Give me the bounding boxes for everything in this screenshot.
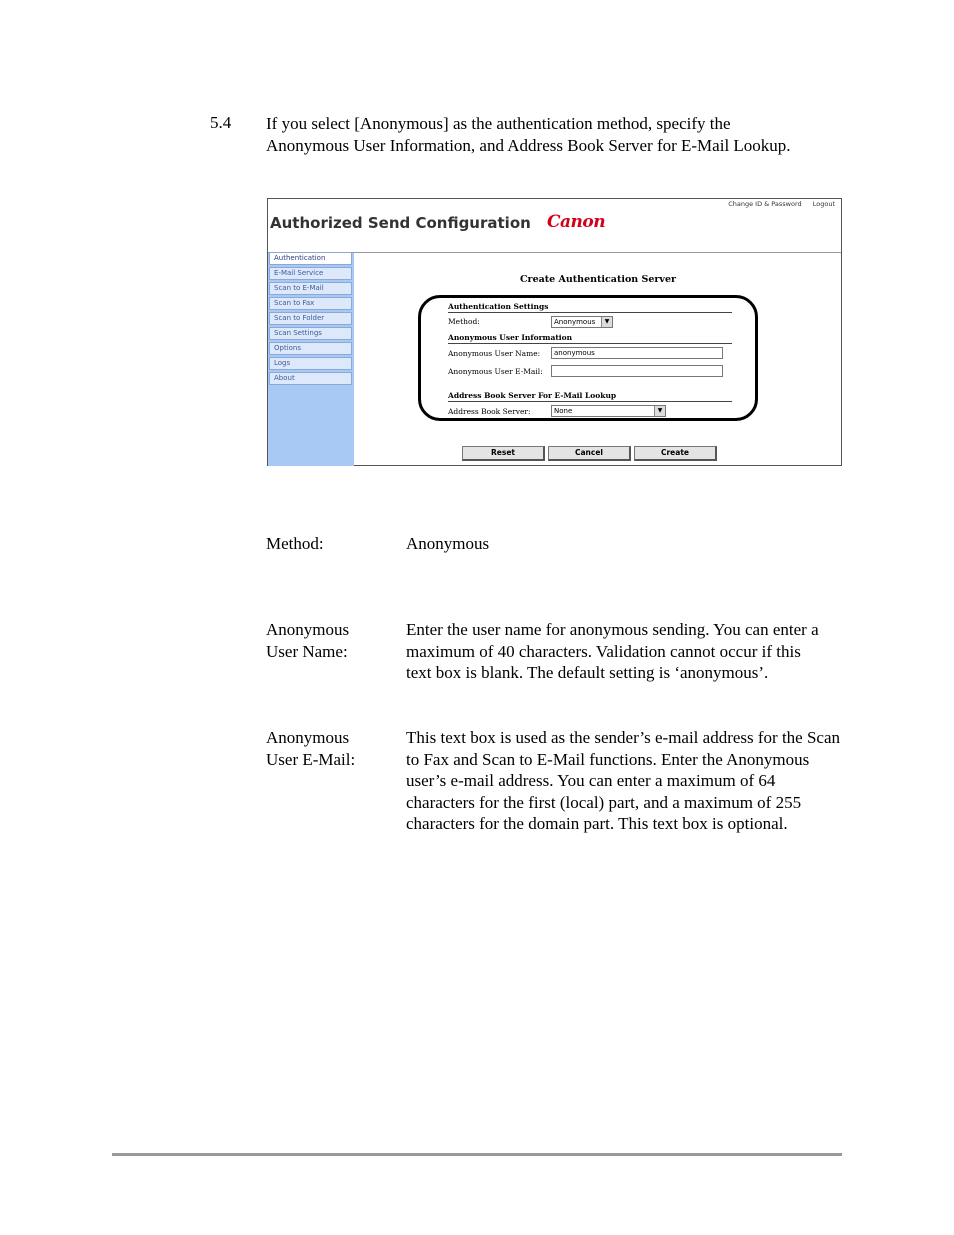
app-title: Authorized Send Configuration bbox=[270, 214, 531, 232]
cancel-button[interactable]: Cancel bbox=[548, 446, 631, 461]
top-links bbox=[719, 200, 835, 208]
definition-desc-method: Anonymous bbox=[406, 534, 490, 553]
configuration-screenshot bbox=[267, 198, 842, 466]
anon-email-input[interactable] bbox=[551, 365, 723, 377]
auth-settings-heading: Authentication Settings bbox=[448, 302, 732, 313]
header-bar bbox=[268, 199, 841, 253]
nav-item-about[interactable]: About bbox=[269, 372, 352, 385]
nav-item-scan-to-email[interactable]: Scan to E-Mail bbox=[269, 282, 352, 295]
definition-term-anon-email: Anonymous User E-Mail: bbox=[266, 728, 356, 769]
change-id-password-link[interactable]: Change ID & Password bbox=[728, 200, 802, 208]
nav-item-scan-to-folder[interactable]: Scan to Folder bbox=[269, 312, 352, 325]
nav-item-scan-settings[interactable]: Scan Settings bbox=[269, 327, 352, 340]
addr-book-heading: Address Book Server For E-Mail Lookup bbox=[448, 391, 732, 402]
anon-name-label: Anonymous User Name: bbox=[448, 349, 541, 358]
addr-book-label: Address Book Server: bbox=[448, 407, 531, 416]
definition-term-method: Method: bbox=[266, 534, 324, 553]
step-number: 5.4 bbox=[210, 113, 232, 132]
create-button[interactable]: Create bbox=[634, 446, 717, 461]
method-label: Method: bbox=[448, 317, 480, 326]
definition-term-anon-name: Anonymous User Name: bbox=[266, 620, 350, 661]
method-select[interactable] bbox=[551, 316, 613, 328]
addr-book-value: None bbox=[554, 407, 573, 415]
nav-item-logs[interactable]: Logs bbox=[269, 357, 352, 370]
nav-item-email-service[interactable]: E-Mail Service bbox=[269, 267, 352, 280]
definition-desc-anon-email: This text box is used as the sender’s e-mail address for the Scan to Fax and Scan to E-Mail functions. Enter the Anonymous user’s e-mail address. You can enter a maximum of 64 characters for the first (local) part, and a maximum of 255 characters for the domain part. This text box is optional. bbox=[406, 728, 841, 833]
method-value: Anonymous bbox=[554, 318, 596, 326]
logout-link[interactable]: Logout bbox=[812, 200, 835, 208]
addr-book-select[interactable] bbox=[551, 405, 666, 417]
canon-logo: Canon bbox=[547, 212, 606, 232]
footer-divider bbox=[112, 1153, 842, 1156]
dropdown-arrow-icon: ▼ bbox=[654, 406, 665, 416]
form-title: Create Authentication Server bbox=[520, 274, 676, 285]
anon-info-heading: Anonymous User Information bbox=[448, 333, 732, 344]
step-text: If you select [Anonymous] as the authentication method, specify the Anonymous User Information, and Address Book Server for E-Mail Lookup. bbox=[266, 114, 791, 155]
nav-item-authentication[interactable]: Authentication bbox=[269, 252, 352, 265]
sidebar bbox=[268, 253, 354, 466]
nav-item-options[interactable]: Options bbox=[269, 342, 352, 355]
anon-name-input[interactable]: anonymous bbox=[551, 347, 723, 359]
dropdown-arrow-icon: ▼ bbox=[601, 317, 612, 327]
reset-button[interactable]: Reset bbox=[462, 446, 545, 461]
definition-desc-anon-name: Enter the user name for anonymous sending. You can enter a maximum of 40 characters. Validation cannot occur if this text box is blank. The default setting is ‘anonymous’. bbox=[406, 620, 819, 682]
nav-item-scan-to-fax[interactable]: Scan to Fax bbox=[269, 297, 352, 310]
anon-email-label: Anonymous User E-Mail: bbox=[448, 367, 543, 376]
main-panel bbox=[355, 253, 841, 465]
